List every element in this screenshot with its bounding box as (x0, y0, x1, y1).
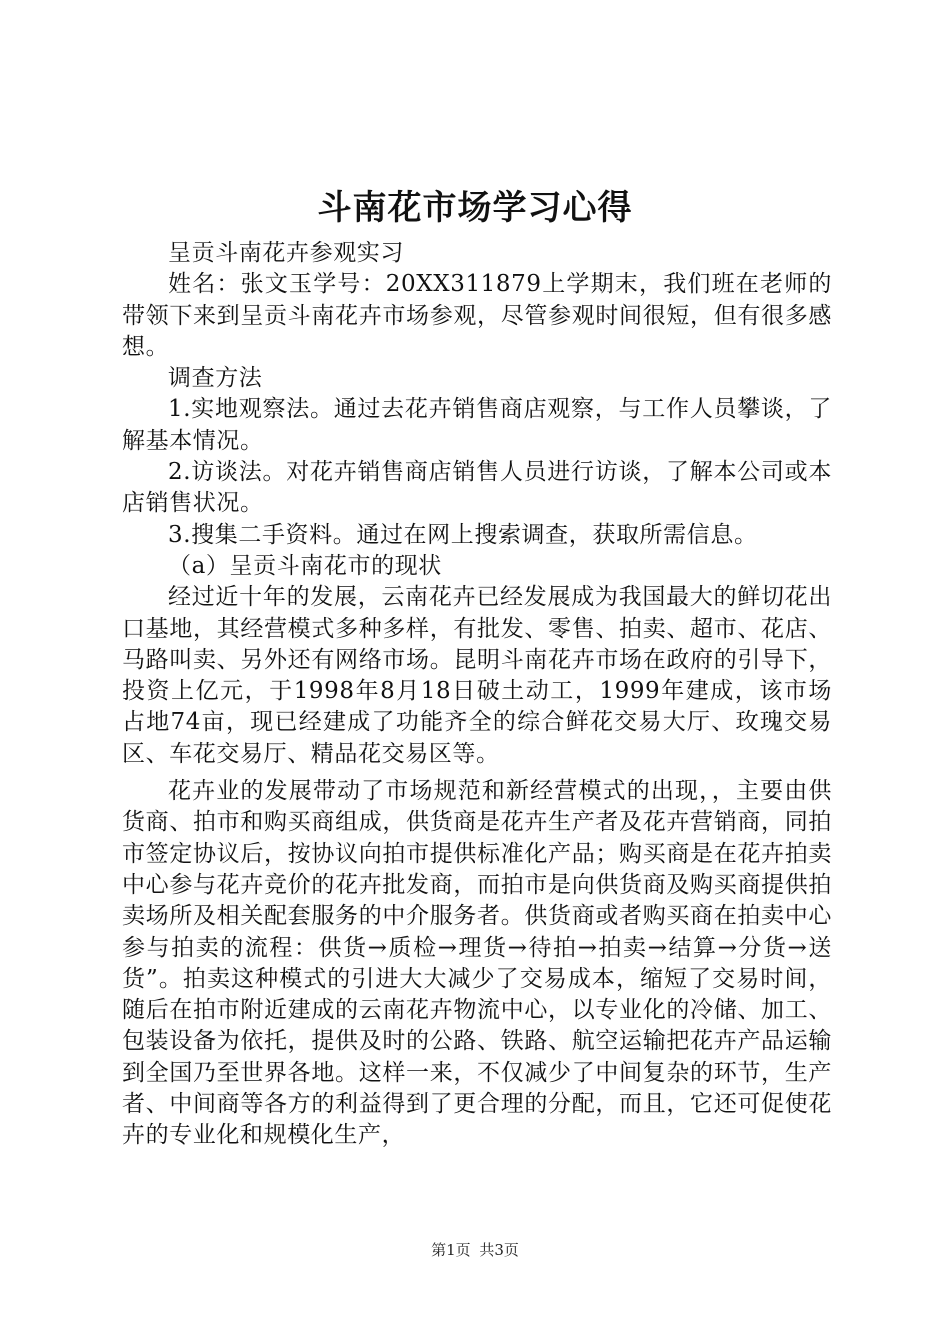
paragraph-method-1: 1.实地观察法。通过去花卉销售商店观察，与工作人员攀谈，了解基本情况。 (122, 396, 832, 454)
page-footer (0, 1240, 950, 1260)
paragraph-section-a-heading: （a）呈贡斗南花市的现状 (168, 552, 442, 579)
paragraph-intro: 姓名：张文玉学号：20XX311879上学期末，我们班在老师的带领下来到呈贡斗南花卉市场参观，尽管参观时间很短，但有很多感想。 (122, 271, 832, 360)
paragraph-methods-heading: 调查方法 (168, 365, 263, 392)
paragraph-method-3: 3.搜集二手资料。通过在网上搜索调查，获取所需信息。 (168, 521, 758, 548)
page-total: 共3页 (479, 1241, 519, 1259)
paragraph-auction-model: 花卉业的发展带动了市场规范和新经营模式的出现，，主要由供货商、拍市和购买商组成，供货商是花卉生产者及花卉营销商，同拍市签定协议后，按协议向拍市提供标准化产品；购买商是在花卉拍卖中心参与花卉竞价的花卉批发商，而拍市是向供货商及购买商提供拍卖场所及相关配套服务的中介服务者。供货商或者购买商在拍卖中心参与拍卖的流程：供货→质检→理货→待拍→拍卖→结算→分货→送货”。拍卖这种模式的引进大大减少了交易成本，缩短了交易时间，随后在拍市附近建成的云南花卉物流中心，以专业化的冷储、加工、包装设备为依托，提供及时的公路、铁路、航空运输把花卉产品运输到全国乃至世界各地。这样一来，不仅减少了中间复杂的环节，生产者、中间商等各方的利益得到了更合理的分配，而且，它还可促使花卉的专业化和规模化生产， (122, 778, 832, 1149)
page-number: 第1页 (431, 1241, 471, 1259)
document-body (122, 238, 832, 1152)
document-title: 斗南花市场学习心得 (317, 188, 633, 228)
paragraph-status: 经过近十年的发展，云南花卉已经发展成为我国最大的鲜切花出口基地，其经营模式多种多样，有批发、零售、拍卖、超市、花店、马路叫卖、另外还有网络市场。昆明斗南花卉市场在政府的引导下，投资上亿元，于1998年8月18日破土动工，1999年建成，该市场占地74亩，现已经建成了功能齐全的综合鲜花交易大厅、玫瑰交易区、车花交易厅、精品花交易区等。 (122, 584, 832, 767)
paragraph-subtitle: 呈贡斗南花卉参观实习 (168, 240, 404, 266)
paragraph-method-2: 2.访谈法。对花卉销售商店销售人员进行访谈，了解本公司或本店销售状况。 (122, 459, 832, 517)
